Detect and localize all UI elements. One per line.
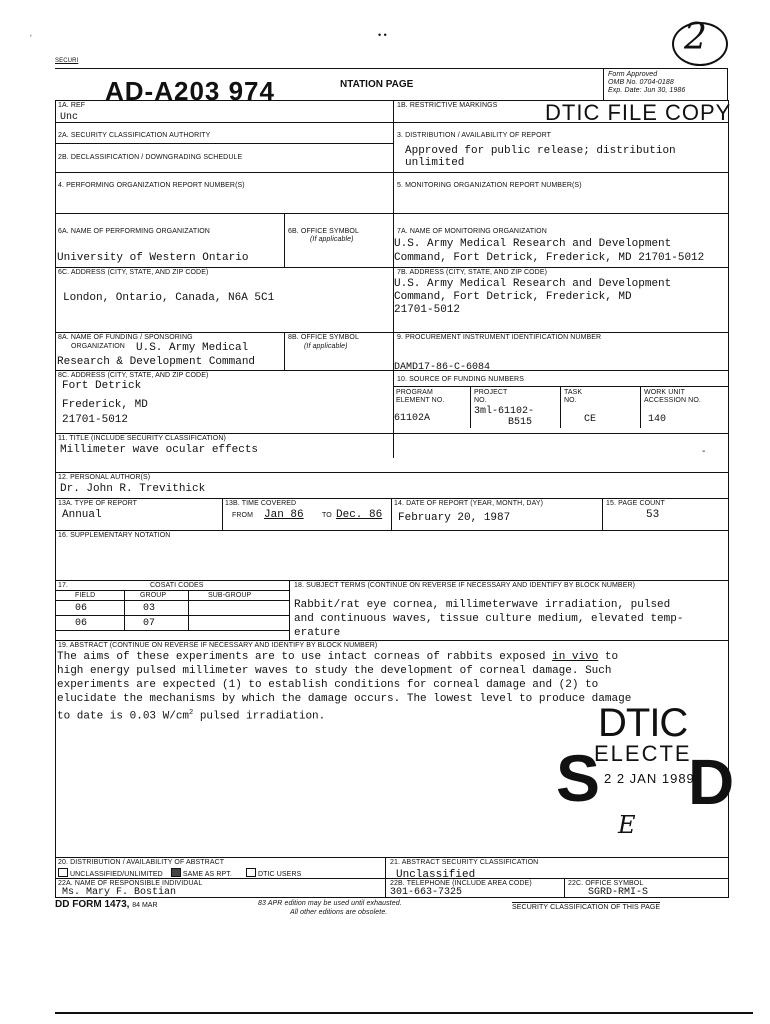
- field-13b-to-value: Dec. 86: [336, 509, 383, 521]
- cosati-codes-label: COSATI CODES: [150, 582, 204, 589]
- project-label: NO.: [474, 397, 487, 404]
- task-label: TASK: [564, 389, 583, 396]
- field-7b-label: 7B. ADDRESS (CITY, STATE, AND ZIP CODE): [397, 269, 548, 276]
- field-21-value: Unclassified: [396, 869, 476, 881]
- field-2b-label: 2B. DECLASSIFICATION / DOWNGRADING SCHEDULE: [58, 154, 243, 161]
- stamp-letter-s: S: [556, 741, 601, 815]
- field-3-value: unlimited: [405, 157, 465, 169]
- field-8a-value: U.S. Army Medical: [136, 342, 249, 354]
- field-7b-value: 21701-5012: [394, 304, 461, 316]
- field-20-label: 20. DISTRIBUTION / AVAILABILITY OF ABSTRACT: [58, 859, 225, 866]
- field-3-label: 3. DISTRIBUTION / AVAILABILITY OF REPORT: [397, 132, 552, 139]
- field-11-label: 11. TITLE (INCLUDE SECURITY CLASSIFICATION): [58, 435, 226, 442]
- omb-number: OMB No. 0704-0188: [608, 79, 674, 86]
- field-6b-sub: (If applicable): [310, 236, 354, 243]
- field-6a-value: University of Western Ontario: [57, 252, 249, 264]
- field-8c-value: Fort Detrick: [62, 380, 142, 392]
- work-unit-value: 140: [648, 414, 667, 425]
- stamp-mark: E: [618, 811, 636, 839]
- program-element-value: 61102A: [394, 413, 431, 424]
- field-12-value: Dr. John R. Trevithick: [60, 483, 206, 495]
- field-13b-to: TO: [322, 512, 332, 519]
- dtic-users-checkbox: [246, 868, 256, 877]
- field-6c-value: London, Ontario, Canada, N6A 5C1: [63, 292, 275, 304]
- work-unit-label: ACCESSION NO.: [644, 397, 701, 404]
- field-14-value: February 20, 1987: [398, 512, 511, 524]
- field-5-label: 5. MONITORING ORGANIZATION REPORT NUMBER(S): [397, 182, 582, 189]
- project-value: 3ml-61102-: [474, 406, 535, 417]
- edition-note: 83 APR edition may be used until exhausted.: [258, 900, 402, 907]
- field-7a-value: U.S. Army Medical Research and Development: [394, 238, 672, 250]
- bottom-rule: [55, 1012, 753, 1014]
- field-15-label: 15. PAGE COUNT: [606, 500, 665, 507]
- field-4-label: 4. PERFORMING ORGANIZATION REPORT NUMBER(S): [58, 182, 245, 189]
- project-label: PROJECT: [474, 389, 508, 396]
- abstract-line: experiments are expected (1) to establish conditions for corneal damage and (2) to: [57, 679, 599, 691]
- field-8c-label: 8C. ADDRESS (CITY, STATE, AND ZIP CODE): [58, 372, 209, 379]
- field-13b-from: FROM: [232, 512, 254, 519]
- task-value: CE: [584, 414, 597, 425]
- field-8b-sub: (If applicable): [304, 343, 348, 350]
- cosati-field-value: 06: [75, 618, 88, 629]
- field-1a-label: 1A. REF: [58, 102, 86, 109]
- field-7b-value: U.S. Army Medical Research and Development: [394, 278, 672, 290]
- field-14-label: 14. DATE OF REPORT (YEAR, MONTH, DAY): [394, 500, 544, 507]
- abstract-line: high energy pulsed millimeter waves to study the development of corneal damage. Such: [57, 665, 612, 677]
- project-value: B515: [508, 417, 533, 428]
- field-13b-label: 13B. TIME COVERED: [225, 500, 297, 507]
- field-18-label: 18. SUBJECT TERMS (CONTINUE ON REVERSE IF NECESSARY AND IDENTIFY BY BLOCK NUMBER): [294, 582, 636, 589]
- cosati-subgroup-header: SUB-GROUP: [208, 592, 252, 599]
- field-19-label: 19. ABSTRACT (CONTINUE ON REVERSE IF NECESSARY AND IDENTIFY BY BLOCK NUMBER): [58, 642, 378, 649]
- cosati-field-header: FIELD: [75, 592, 96, 599]
- scan-mark: ʼ: [30, 34, 32, 43]
- cosati-group-value: 07: [143, 618, 156, 629]
- electe-date: 2 2 JAN 1989: [604, 771, 695, 786]
- security-classification-footer: SECURITY CLASSIFICATION OF THIS PAGE: [512, 904, 661, 911]
- edition-note: All other editions are obsolete.: [290, 909, 388, 916]
- file-copy-stamp: DTIC FILE COPY: [545, 100, 732, 125]
- field-6c-label: 6C. ADDRESS (CITY, STATE, AND ZIP CODE): [58, 269, 209, 276]
- abstract-line: elucidate the mechanisms by which the damage occurs. The lowest level to produce damage: [57, 693, 632, 705]
- field-8a-label: 8A. NAME OF FUNDING / SPONSORING: [58, 334, 193, 341]
- field-2a-label: 2A. SECURITY CLASSIFICATION AUTHORITY: [58, 132, 211, 139]
- abstract-line: The aims of these experiments are to use intact corneas of rabbits exposed in vivo to: [57, 651, 619, 663]
- field-11-value: Millimeter wave ocular effects: [60, 444, 259, 456]
- abstract-line: to date is 0.03 $W/cm^2$ pulsed irradiation.: [57, 709, 326, 723]
- scan-mark: • •: [378, 30, 387, 40]
- work-unit-label: WORK UNIT: [644, 389, 685, 396]
- unclassified-unlimited-checkbox: [58, 868, 68, 877]
- field-8a-label: ORGANIZATION: [71, 343, 125, 350]
- field-13b-from-value: Jan 86: [264, 509, 304, 521]
- field-15-value: 53: [646, 509, 660, 521]
- field-8a-value: Research & Development Command: [57, 356, 256, 368]
- field-22a-value: Ms. Mary F. Bostian: [62, 887, 177, 898]
- electe-stamp: ELECTE: [594, 741, 692, 766]
- stamp-letter-d: D: [688, 746, 735, 818]
- field-8c-value: 21701-5012: [62, 414, 129, 426]
- program-element-label: ELEMENT NO.: [396, 397, 445, 404]
- field-18-value: Rabbit/rat eye cornea, millimeterwave irradiation, pulsed: [294, 599, 671, 611]
- cosati-group-value: 03: [143, 603, 156, 614]
- dtic-stamp-logo: DTIC: [598, 701, 688, 745]
- field-22c-label: 22C. OFFICE SYMBOL: [568, 880, 644, 887]
- form-id: DD FORM 1473, 84 MAR: [55, 899, 158, 910]
- field-1a-value: Unc: [60, 112, 79, 123]
- field-7a-label: 7A. NAME OF MONITORING ORGANIZATION: [397, 228, 547, 235]
- cosati-group-header: GROUP: [140, 592, 167, 599]
- field-1b-label: 1B. RESTRICTIVE MARKINGS: [397, 102, 498, 109]
- form-approved: Form Approved: [608, 71, 658, 78]
- program-element-label: PROGRAM: [396, 389, 433, 396]
- field-22a-label: 22A. NAME OF RESPONSIBLE INDIVIDUAL: [58, 880, 203, 887]
- field-22c-value: SGRD-RMI-S: [588, 887, 649, 898]
- field-6a-label: 6A. NAME OF PERFORMING ORGANIZATION: [58, 228, 210, 235]
- field-13a-value: Annual: [62, 509, 102, 521]
- field-8b-label: 8B. OFFICE SYMBOL: [288, 334, 359, 341]
- scan-mark: -: [702, 446, 706, 457]
- cosati-field-value: 06: [75, 603, 88, 614]
- security-stub: SECURI: [55, 58, 79, 64]
- field-6b-label: 6B. OFFICE SYMBOL: [288, 228, 359, 235]
- field-16-label: 16. SUPPLEMENTARY NOTATION: [58, 532, 171, 539]
- field-18-value: erature: [294, 627, 341, 639]
- page-title-fragment: NTATION PAGE: [340, 79, 414, 90]
- field-20-options: UNCLASSIFIED/UNLIMITED SAME AS RPT. DTIC USERS: [58, 868, 301, 879]
- document-number: AD-A203 974: [105, 76, 275, 106]
- field-12-label: 12. PERSONAL AUTHOR(S): [58, 474, 151, 481]
- field-22b-label: 22B. TELEPHONE (INCLUDE AREA CODE): [390, 880, 532, 887]
- exp-date: Exp. Date: Jun 30, 1986: [608, 87, 686, 94]
- field-17-label: 17.: [58, 582, 69, 589]
- field-9-value: DAMD17-86-C-6084: [394, 362, 491, 373]
- field-3-value: Approved for public release; distribution: [405, 145, 676, 157]
- task-label: NO.: [564, 397, 577, 404]
- field-8c-value: Frederick, MD: [62, 399, 148, 411]
- field-10-label: 10. SOURCE OF FUNDING NUMBERS: [397, 376, 524, 383]
- copy-number: 2: [684, 17, 707, 58]
- same-as-rpt-checkbox: [171, 868, 181, 877]
- field-18-value: and continuous waves, tissue culture medium, elevated temp-: [294, 613, 684, 625]
- field-7a-value: Command, Fort Detrick, Frederick, MD 21701-5012: [394, 252, 705, 264]
- field-9-label: 9. PROCUREMENT INSTRUMENT IDENTIFICATION NUMBER: [397, 334, 602, 341]
- field-13a-label: 13A. TYPE OF REPORT: [58, 500, 138, 507]
- field-22b-value: 301-663-7325: [390, 887, 463, 898]
- field-7b-value: Command, Fort Detrick, Frederick, MD: [394, 291, 632, 303]
- field-21-label: 21. ABSTRACT SECURITY CLASSIFICATION: [390, 859, 539, 866]
